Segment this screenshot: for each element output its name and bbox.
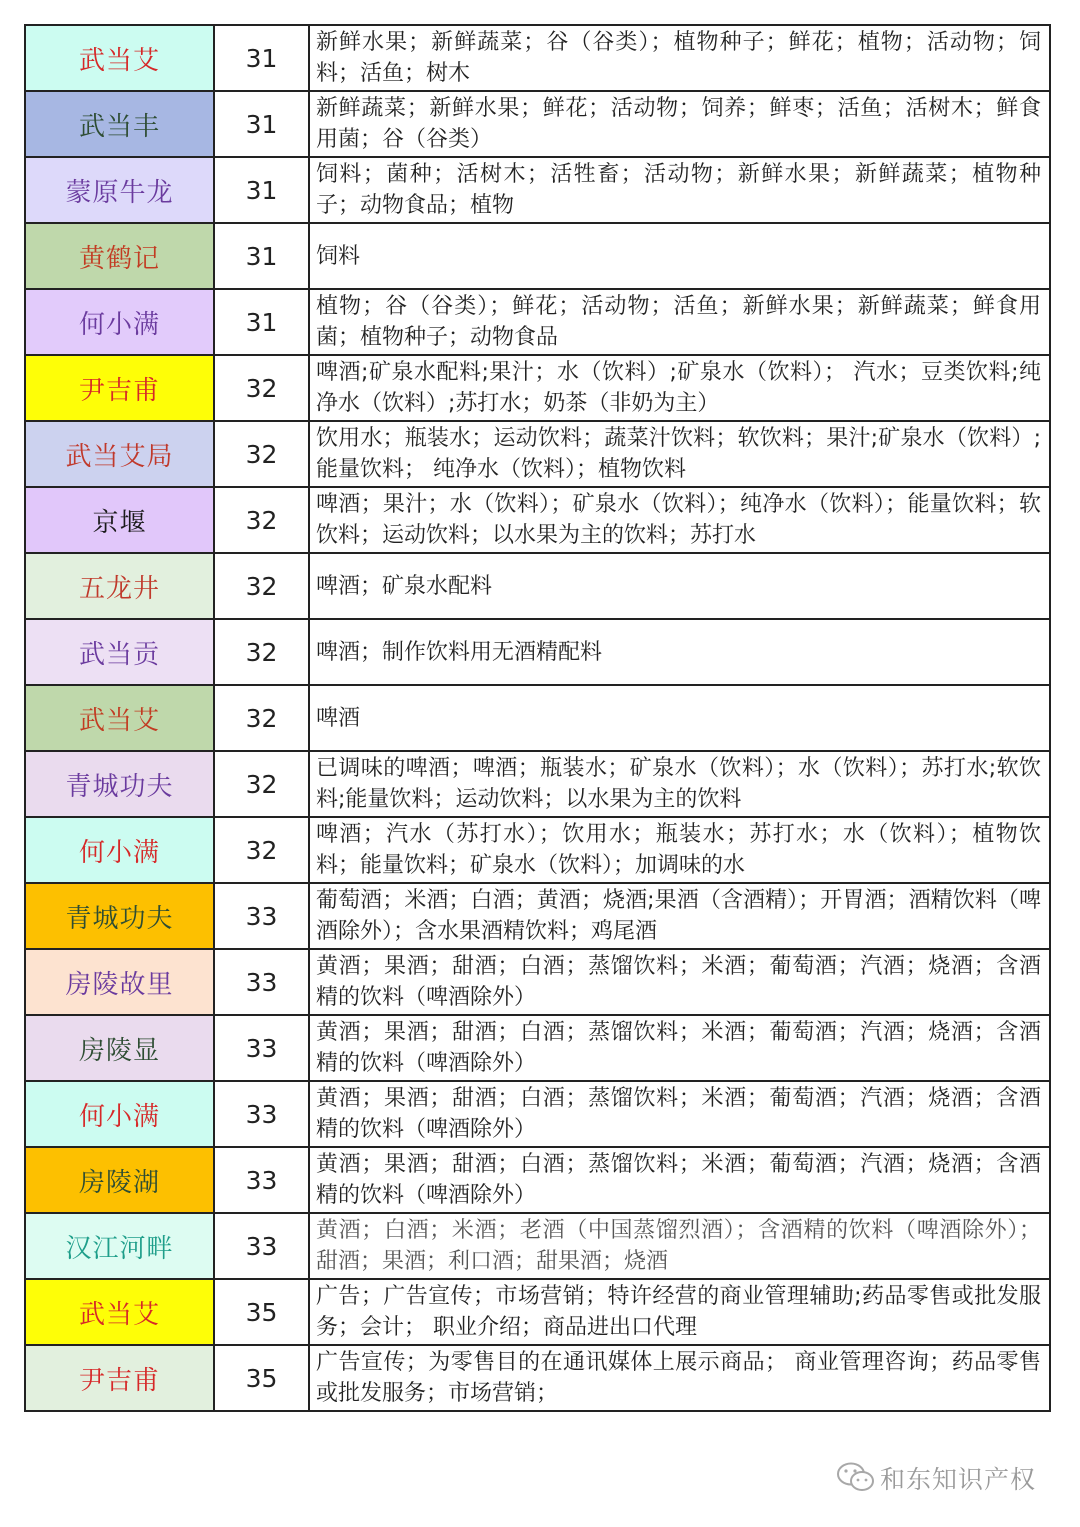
brand-name-cell: 房陵故里 [25,949,214,1015]
class-number-cell: 32 [214,685,309,751]
watermark-text: 和东知识产权 [880,1465,1037,1494]
brand-name-cell: 尹吉甫 [25,355,214,421]
table-row [25,1345,1050,1411]
brand-name-cell: 武当艾 [25,25,214,91]
brand-name-cell: 何小满 [25,817,214,883]
brand-name-cell: 京堰 [25,487,214,553]
table-row [25,157,1050,223]
goods-list-cell: 已调味的啤酒；啤酒；瓶装水；矿泉水（饮料）；水（饮料）；苏打水;软饮料;能量饮料；运动饮料；以水果为主的饮料 [309,751,1050,817]
goods-list-cell: 啤酒；矿泉水配料 [309,553,1050,619]
goods-list-cell: 新鲜水果；新鲜蔬菜；谷（谷类）；植物种子；鲜花；植物；活动物；饲料；活鱼；树木 [309,25,1050,91]
goods-list-cell: 饮用水；瓶装水；运动饮料；蔬菜汁饮料；软饮料；果汁;矿泉水（饮料）;能量饮料； 纯净水（饮料）；植物饮料 [309,421,1050,487]
class-number-cell: 33 [214,1015,309,1081]
brand-name-cell: 房陵湖 [25,1147,214,1213]
class-number-cell: 33 [214,883,309,949]
class-number-cell: 32 [214,355,309,421]
table-row [25,421,1050,487]
goods-list-cell: 啤酒；制作饮料用无酒精配料 [309,619,1050,685]
brand-name-cell: 武当艾局 [25,421,214,487]
goods-list-cell: 啤酒 [309,685,1050,751]
table-row [25,1081,1050,1147]
class-number-cell: 31 [214,157,309,223]
class-number-cell: 33 [214,1081,309,1147]
class-number-cell: 35 [214,1279,309,1345]
table-row [25,817,1050,883]
goods-list-cell: 新鲜蔬菜；新鲜水果；鲜花；活动物；饲养；鲜枣；活鱼；活树木；鲜食用菌；谷（谷类） [309,91,1050,157]
goods-list-cell: 黄酒；果酒；甜酒；白酒；蒸馏饮料；米酒；葡萄酒；汽酒；烧酒；含酒精的饮料（啤酒除外） [309,1015,1050,1081]
goods-list-cell: 黄酒；果酒；甜酒；白酒；蒸馏饮料；米酒；葡萄酒；汽酒；烧酒；含酒精的饮料（啤酒除外） [309,1147,1050,1213]
goods-list-cell: 广告宣传；为零售目的在通讯媒体上展示商品； 商业管理咨询；药品零售或批发服务；市场营销； [309,1345,1050,1411]
goods-list-cell: 啤酒；果汁；水（饮料）；矿泉水（饮料）；纯净水（饮料）；能量饮料；软饮料；运动饮料；以水果为主的饮料；苏打水 [309,487,1050,553]
class-number-cell: 32 [214,421,309,487]
class-number-cell: 32 [214,619,309,685]
brand-name-cell: 武当艾 [25,685,214,751]
table-row [25,949,1050,1015]
watermark [836,1458,1036,1498]
goods-list-cell: 啤酒；汽水（苏打水）；饮用水；瓶装水；苏打水；水（饮料）；植物饮料；能量饮料；矿泉水（饮料）；加调味的水 [309,817,1050,883]
brand-name-cell: 武当丰 [25,91,214,157]
class-number-cell: 32 [214,817,309,883]
class-number-cell: 32 [214,553,309,619]
brand-name-cell: 青城功夫 [25,883,214,949]
brand-name-cell: 武当艾 [25,1279,214,1345]
goods-list-cell: 葡萄酒；米酒；白酒；黄酒；烧酒;果酒（含酒精）；开胃酒；酒精饮料（啤酒除外）；含水果酒精饮料；鸡尾酒 [309,883,1050,949]
class-number-cell: 32 [214,487,309,553]
goods-list-cell: 黄酒；果酒；甜酒；白酒；蒸馏饮料；米酒；葡萄酒；汽酒；烧酒；含酒精的饮料（啤酒除外） [309,949,1050,1015]
brand-name-cell: 武当贡 [25,619,214,685]
brand-name-cell: 蒙原牛龙 [25,157,214,223]
class-number-cell: 32 [214,751,309,817]
goods-list-cell: 广告；广告宣传；市场营销；特许经营的商业管理辅助;药品零售或批发服务；会计； 职业介绍；商品进出口代理 [309,1279,1050,1345]
goods-list-cell: 啤酒;矿泉水配料;果汁；水（饮料）;矿泉水（饮料）； 汽水；豆类饮料;纯净水（饮料）;苏打水；奶茶（非奶为主） [309,355,1050,421]
goods-list-cell: 黄酒；果酒；甜酒；白酒；蒸馏饮料；米酒；葡萄酒；汽酒；烧酒；含酒精的饮料（啤酒除外） [309,1081,1050,1147]
brand-name-cell: 房陵显 [25,1015,214,1081]
table-row [25,355,1050,421]
brand-name-cell: 汉江河畔 [25,1213,214,1279]
class-number-cell: 33 [214,949,309,1015]
class-number-cell: 35 [214,1345,309,1411]
table-row [25,751,1050,817]
class-number-cell: 31 [214,91,309,157]
table-row [25,619,1050,685]
brand-name-cell: 尹吉甫 [25,1345,214,1411]
class-number-cell: 31 [214,25,309,91]
class-number-cell: 31 [214,223,309,289]
table-row [25,223,1050,289]
class-number-cell: 33 [214,1147,309,1213]
goods-list-cell: 饲料 [309,223,1050,289]
brand-name-cell: 黄鹤记 [25,223,214,289]
table-row [25,1015,1050,1081]
class-number-cell: 33 [214,1213,309,1279]
brand-name-cell: 何小满 [25,1081,214,1147]
table-row [25,1279,1050,1345]
class-number-cell: 31 [214,289,309,355]
goods-list-cell: 植物；谷（谷类）；鲜花；活动物；活鱼；新鲜水果；新鲜蔬菜；鲜食用菌；植物种子；动物食品 [309,289,1050,355]
table-row [25,1147,1050,1213]
trademark-table [24,24,1051,1412]
goods-list-cell: 饲料；菌种；活树木；活牲畜；活动物；新鲜水果；新鲜蔬菜；植物种子；动物食品；植物 [309,157,1050,223]
table-row [25,1213,1050,1279]
table-row [25,25,1050,91]
goods-list-cell: 黄酒；白酒；米酒；老酒（中国蒸馏烈酒）；含酒精的饮料（啤酒除外）；甜酒；果酒；利口酒；甜果酒；烧酒 [309,1213,1050,1279]
table-row [25,289,1050,355]
table-row [25,487,1050,553]
brand-name-cell: 五龙井 [25,553,214,619]
table-row [25,553,1050,619]
table-row [25,91,1050,157]
table-row [25,883,1050,949]
brand-name-cell: 何小满 [25,289,214,355]
wechat-icon [836,1461,876,1495]
table-row [25,685,1050,751]
brand-name-cell: 青城功夫 [25,751,214,817]
